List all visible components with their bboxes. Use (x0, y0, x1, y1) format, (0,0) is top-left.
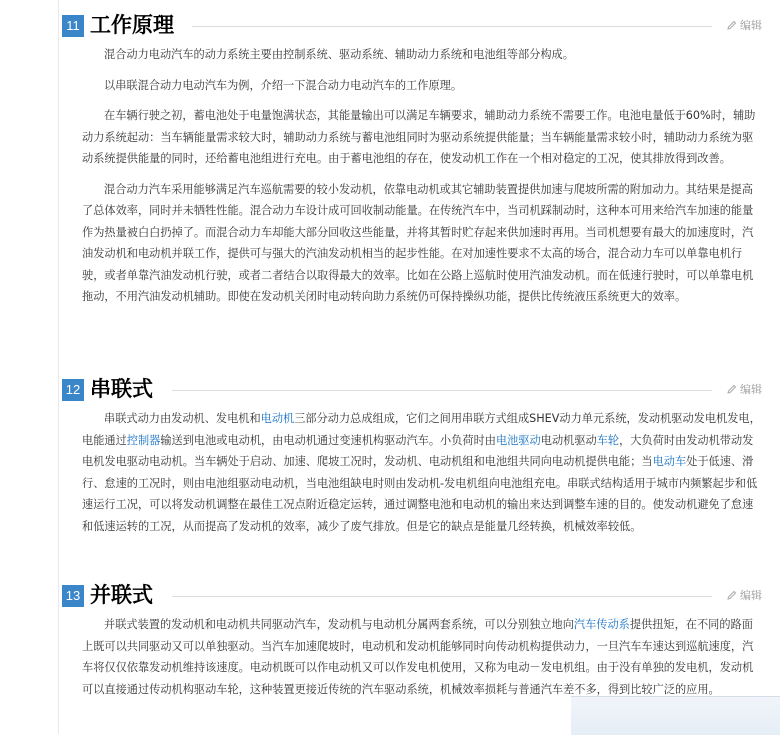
paragraph: 在车辆行驶之初，蓄电池处于电量饱满状态，其能量输出可以满足车辆要求，辅助动力系统不需要工作。电池电量低于60%时，辅助动力系统起动：当车辆能量需求较大时，辅助动力系统与蓄电池组同时为驱动系统提供能量；当车辆能量需求较小时，辅助动力系统为驱动系统提供能量的同时，还给蓄电池组进行充电。由于蓄电池组的存在，使发动机工作在一个相对稳定的工况，使其排放得到改善。 (82, 109, 756, 165)
link-wheel[interactable]: 车轮 (596, 433, 620, 447)
text: 三部分动力总成组成，它们之间用串联方式组成SHEV动力单元系统，发动机驱动发电机发电，电能通过 (82, 412, 761, 447)
link-controller[interactable]: 控制器 (126, 433, 161, 447)
edit-label: 编辑 (740, 589, 762, 602)
section-title: 工作原理 (90, 13, 174, 37)
section-working-principle (62, 10, 762, 308)
link-battery-drive[interactable]: 电池驱动 (495, 433, 541, 447)
paragraph (62, 408, 762, 537)
paragraph (62, 614, 762, 700)
section-number: 13 (62, 585, 84, 607)
section-header (62, 374, 762, 408)
edit-label: 编辑 (740, 383, 762, 396)
content-left-border (58, 0, 59, 734)
section-number: 11 (62, 15, 84, 37)
text: ，大负荷时由发动机带动发电机发电驱动电动机。当车辆处于启动、加速、爬坡工况时，发动机、电动机组和电池组共同向电动机提供电能；当 (82, 433, 754, 468)
edit-label: 编辑 (740, 19, 762, 32)
text: 电动机驱动 (540, 433, 597, 447)
paragraph: 混合动力汽车采用能够满足汽车巡航需要的较小发动机，依靠电动机或其它辅助装置提供加速与爬坡所需的附加动力。其结果是提高了总体效率，同时并未牺牲性能。混合动力车设计成可回收制动能量。在传统汽车中，当司机踩制动时，这种本可用来给汽车加速的能量作为热量被白白扔掉了。而混合动力车却能大部分回收这些能量，并将其暂时贮存起来供加速时再用。当司机想要有最大的加速度时，汽油发动机和电动机并联工作，提供可与强大的汽油发动机相当的起步性能。在对加速性要求不太高的场合，混合动力车可以单靠电机行驶，或者单靠汽油发动机行驶，或者二者结合以取得最大的效率。比如在公路上巡航时使用汽油发动机。而在低速行驶时，可以单靠电机拖动，不用汽油发动机辅助。即使在发动机关闭时电动转向助力系统仍可保持操纵功能，提供比传统液压系统更大的效率。 (82, 182, 754, 303)
link-motor[interactable]: 电动机 (260, 412, 295, 425)
section-header (62, 10, 762, 44)
link-transmission[interactable]: 汽车传动系 (573, 618, 630, 631)
section-title: 并联式 (90, 583, 153, 607)
section-title: 串联式 (90, 377, 153, 401)
section-number: 12 (62, 379, 84, 401)
edit-button[interactable] (727, 382, 762, 398)
text: 提供扭矩，在不同的路面上既可以共同驱动又可以单独驱动。当汽车加速爬坡时，电动机和发动机能够同时向传动机构提供动力，一旦汽车车速达到巡航速度，汽车将仅仅依靠发动机维持该速度。电动机既可以作电动机又可以作发电机使用，又称为电动－发电机组。由于没有单独的发电机，发动机可以直接通过传动机构驱动车轮，这种装置更接近传统的汽车驱动系统，机械效率损耗与普通汽车差不多，得到比较广泛的应用。 (82, 618, 754, 696)
text: 输送到电池或电动机，由电动机通过变速机构驱动汽车。小负荷时由 (160, 433, 496, 447)
text: 处于低速、滑行、怠速的工况时，则由电池组驱动电动机，当电池组缺电时则由发动机-发电机组向电池组充电。串联式结构适用于城市内频繁起步和低速运行工况，可以将发动机调整在最佳工况点附近稳定运转，通过调整电池和电动机的输出来达到调整车速的目的。使发动机避免了怠速和低速运转的工况，从而提高了发动机的效率，减少了废气排放。但是它的缺点是能量几经转换，机械效率较低。 (82, 455, 758, 533)
bottom-panel (571, 696, 780, 735)
text: 串联式动力由发动机、发电机和 (104, 412, 261, 425)
paragraph: 以串联混合动力电动汽车为例，介绍一下混合动力电动汽车的工作原理。 (104, 78, 463, 92)
section-divider (192, 26, 712, 27)
section-header (62, 580, 762, 614)
text: 并联式装置的发动机和电动机共同驱动汽车，发动机与电动机分属两套系统，可以分别独立地向 (104, 618, 574, 631)
paragraph: 混合动力电动汽车的动力系统主要由控制系统、驱动系统、辅助动力系统和电池组等部分构成。 (104, 48, 574, 61)
section-divider (172, 390, 712, 391)
section-parallel-type (62, 580, 762, 700)
pencil-icon (727, 590, 737, 600)
edit-button[interactable] (727, 588, 762, 604)
edit-button[interactable] (727, 18, 762, 34)
link-electric-vehicle[interactable]: 电动车 (652, 455, 687, 468)
pencil-icon (727, 384, 737, 394)
pencil-icon (727, 20, 737, 30)
section-divider (172, 596, 712, 597)
section-series-type (62, 374, 762, 537)
